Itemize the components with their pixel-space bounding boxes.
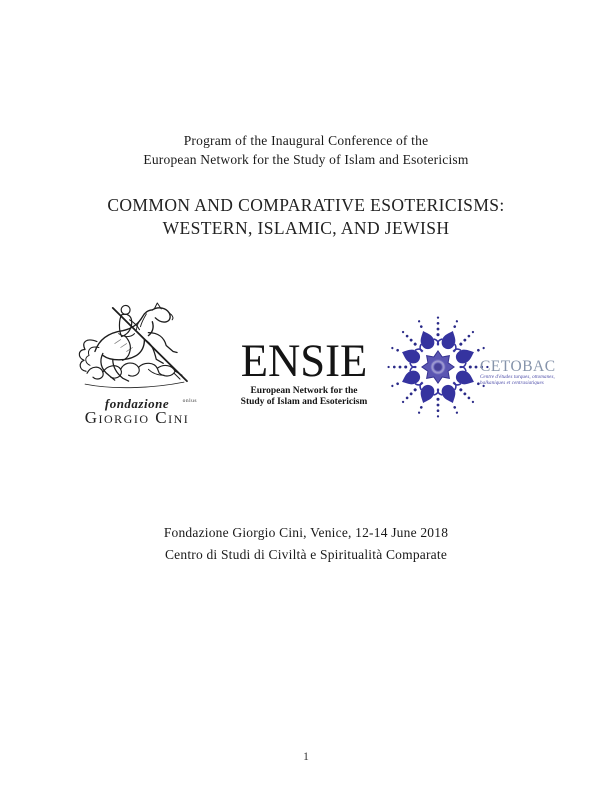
cini-fondazione-label: fondazione xyxy=(104,396,170,411)
ensie-subtitle-line-2: Study of Islam and Esotericism xyxy=(240,397,368,407)
venue-line-1: Fondazione Giorgio Cini, Venice, 12-14 June 2018 xyxy=(163,525,449,540)
cini-name-label: Giorgio Cini xyxy=(84,408,190,427)
title-line-2: WESTERN, ISLAMIC, AND JEWISH xyxy=(162,218,450,238)
tulip-star-emblem-icon xyxy=(381,310,495,424)
logo-cetobac xyxy=(381,308,571,430)
header-line-1: Program of the Inaugural Conference of the xyxy=(183,133,429,148)
cetobac-subtitle-line-1: Centre d'études turques, ottomanes, xyxy=(480,375,555,380)
logo-fondazione-giorgio-cini xyxy=(71,300,203,428)
logo-ensie xyxy=(224,335,384,408)
conference-title xyxy=(0,194,612,240)
ensie-subtitle xyxy=(224,386,384,408)
header-line-2: European Network for the Study of Islam and Esotericism xyxy=(143,152,469,167)
page-number: 1 xyxy=(303,751,309,763)
cetobac-acronym: CETOBAC xyxy=(480,358,556,375)
document-header xyxy=(0,131,612,169)
cetobac-text xyxy=(480,359,570,386)
title-line-1: COMMON AND COMPARATIVE ESOTERICISMS: xyxy=(107,195,505,215)
ensie-acronym: ENSIE xyxy=(240,335,368,387)
st-george-slaying-dragon-engraving-icon xyxy=(75,300,199,394)
venue-block xyxy=(0,522,612,566)
ensie-subtitle-line-1: European Network for the xyxy=(250,386,358,396)
venue-line-2: Centro di Studi di Civiltà e Spiritualità Comparate xyxy=(164,547,448,562)
cini-onlus-label: onlus xyxy=(182,398,197,404)
cetobac-subtitle-line-2: balkaniques et centrasiatiques xyxy=(480,380,544,386)
